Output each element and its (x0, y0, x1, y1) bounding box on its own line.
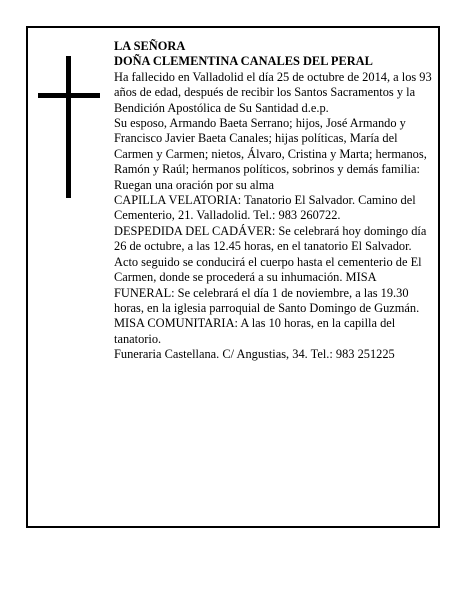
notice-title: LA SEÑORA (114, 39, 186, 53)
cross-icon (38, 56, 100, 198)
cross-vertical-bar (66, 56, 71, 198)
death-announcement: Ha fallecido en Valladolid el día 25 de octubre de 2014, a los 93 años de edad, después de recibir los Santos Sacramentos y la Bendición Apostólica de Su Santidad d.e.p. (114, 69, 432, 115)
community-mass-info: MISA COMUNITARIA: A las 10 horas, en la capilla del tanatorio. (114, 316, 396, 346)
obituary-notice (26, 26, 440, 528)
chapel-info: CAPILLA VELATORIA: Tanatorio El Salvador. Camino del Cementerio, 21. Valladolid. Tel.: 983 260722. (114, 193, 416, 223)
farewell-info: DESPEDIDA DEL CADÁVER: Se celebrará hoy domingo día 26 de octubre, a las 12.45 horas, en el tanatorio El Salvador. Acto seguido se conducirá el cuerpo hasta el cementerio de El Carmen, donde se procederá a su inhumación. MISA FUNERAL: Se celebrará el día 1 de noviembre, a las 19.30 horas, en la iglesia parroquial de Santo Domingo de Guzmán. (114, 223, 427, 315)
deceased-name: DOÑA CLEMENTINA CANALES DEL PERAL (114, 54, 373, 69)
prayer-request: Ruegan una oración por su alma (114, 177, 274, 192)
funeral-home-info: Funeraria Castellana. C/ Angustias, 34. Tel.: 983 251225 (114, 347, 395, 362)
family-list: Su esposo, Armando Baeta Serrano; hijos, José Armando y Francisco Javier Baeta Canales; hijas políticas, María del Carmen y Carmen; nietos, Álvaro, Cristina y Marta; hermanos, Ramón y Raúl; hermanos políticos, sobrinos y demás familia: (114, 116, 427, 177)
notice-content (114, 39, 432, 363)
cross-horizontal-bar (38, 93, 100, 98)
